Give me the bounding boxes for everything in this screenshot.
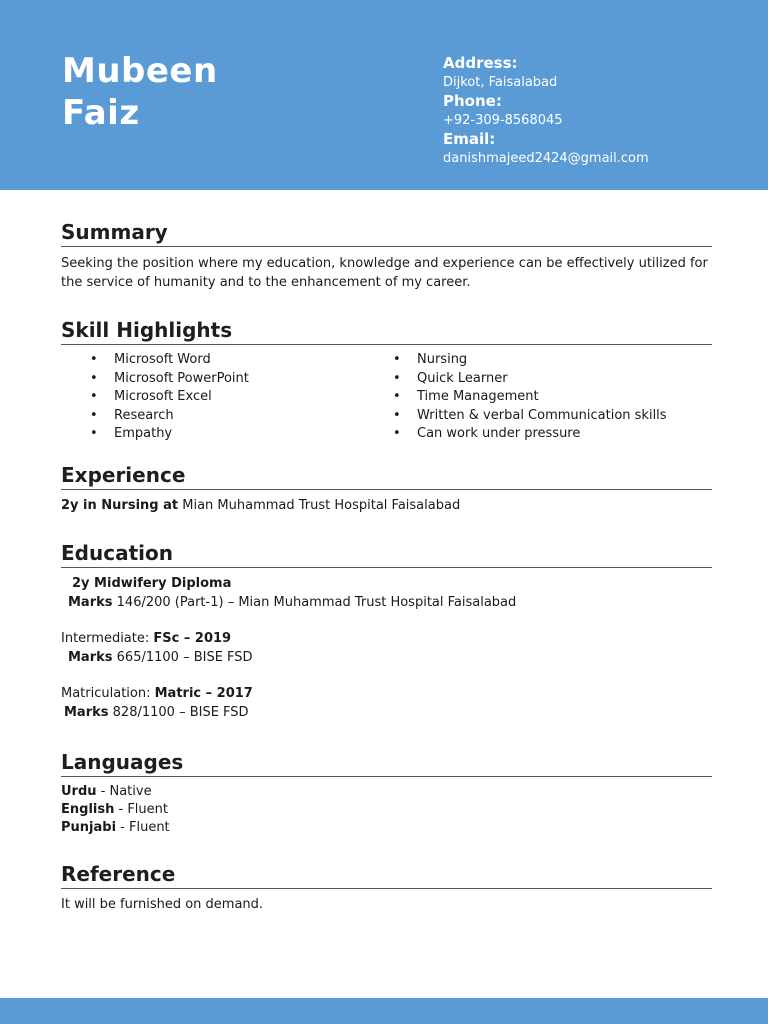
summary-section: [61, 219, 712, 292]
skills-column-right: [393, 351, 667, 444]
education-item-title: Intermediate: FSc – 2019: [61, 631, 232, 646]
email-value[interactable]: danishmajeed2424@gmail.com: [443, 151, 649, 166]
languages-list: [61, 783, 712, 837]
skills-column-left: [90, 351, 249, 444]
experience-role: 2y in Nursing at: [61, 498, 179, 513]
experience-entry: [61, 496, 712, 515]
list-item: Punjabi - Fluent: [61, 820, 170, 835]
resume-header: [0, 0, 768, 190]
skills-list: [61, 351, 712, 451]
first-name: Mubeen: [62, 51, 218, 91]
summary-title: Summary: [61, 219, 712, 247]
footer-bar: [0, 998, 768, 1024]
phone-label: Phone:: [443, 92, 502, 110]
languages-title: Languages: [61, 749, 712, 777]
bullet-icon: •: [90, 407, 98, 423]
education-item-title: Matriculation: Matric – 2017: [61, 686, 253, 701]
bullet-icon: •: [90, 426, 98, 441]
reference-text: It will be furnished on demand.: [61, 897, 264, 912]
bullet-icon: •: [90, 389, 98, 404]
address-value: Dijkot, Faisalabad: [443, 75, 558, 90]
bullet-icon: •: [90, 370, 98, 386]
education-item-marks: Marks 665/1100 – BISE FSD: [68, 650, 253, 665]
bullet-icon: •: [393, 370, 401, 386]
contact-block: [443, 54, 753, 168]
bullet-icon: •: [90, 352, 98, 367]
candidate-name: [62, 50, 218, 134]
skills-title: Skill Highlights: [61, 317, 712, 345]
address-label: Address:: [443, 54, 518, 72]
experience-title: Experience: [61, 462, 712, 490]
list-item: • Written & verbal Communication skills: [417, 407, 667, 426]
email-label: Email:: [443, 130, 496, 148]
bullet-icon: •: [393, 389, 401, 404]
summary-text: Seeking the position where my education, knowledge and experience can be effectively utilized for the service of humanity and to the enhancement of my career.: [61, 256, 708, 290]
experience-place: Mian Muhammad Trust Hospital Faisalabad: [182, 498, 461, 513]
list-item: • Nursing: [417, 351, 667, 370]
list-item: • Microsoft Word: [114, 351, 249, 370]
education-item-marks: Marks 146/200 (Part-1) – Mian Muhammad Trust Hospital Faisalabad: [68, 595, 517, 610]
education-list: [61, 574, 712, 722]
list-item: • Quick Learner: [417, 370, 667, 389]
phone-value: +92-309-8568045: [443, 113, 563, 128]
list-item: • Can work under pressure: [417, 425, 667, 444]
list-item: • Time Management: [417, 388, 667, 407]
skills-section: [61, 317, 712, 451]
list-item: • Empathy: [114, 425, 249, 444]
list-item: English - Fluent: [61, 802, 168, 817]
list-item: • Research: [114, 407, 249, 426]
list-item: • Microsoft PowerPoint: [114, 370, 249, 389]
list-item: • Microsoft Excel: [114, 388, 249, 407]
education-item-title: 2y Midwifery Diploma: [72, 576, 232, 591]
education-title: Education: [61, 540, 712, 568]
education-item-marks: Marks 828/1100 – BISE FSD: [64, 705, 249, 720]
education-section: [61, 540, 712, 722]
bullet-icon: •: [393, 426, 401, 441]
bullet-icon: •: [393, 407, 401, 423]
last-name: Faiz: [62, 93, 140, 133]
languages-section: [61, 749, 712, 837]
experience-section: [61, 462, 712, 515]
reference-title: Reference: [61, 861, 712, 889]
reference-section: [61, 861, 712, 914]
list-item: Urdu - Native: [61, 784, 152, 799]
bullet-icon: •: [393, 352, 401, 367]
